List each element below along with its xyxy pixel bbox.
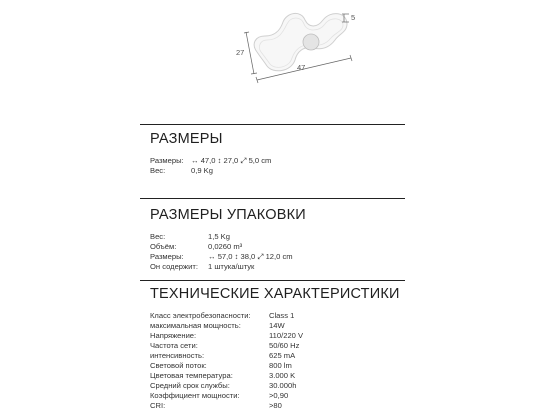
specs-title: ТЕХНИЧЕСКИЕ ХАРАКТЕРИСТИКИ bbox=[150, 286, 400, 302]
row-value: ↔ 57,0 ↕ 38,0 ⤢ 12,0 cm bbox=[208, 252, 293, 261]
row-value: ↔ 47,0 ↕ 27,0 ⤢ 5,0 cm bbox=[191, 156, 272, 165]
row-label: Средний срок службы: bbox=[150, 381, 230, 390]
row-value: 14W bbox=[269, 321, 285, 330]
row-label: интенсивность: bbox=[150, 351, 205, 360]
row-value: >80 bbox=[269, 401, 282, 410]
row-value: 30.000h bbox=[269, 381, 297, 390]
row-value: >0,90 bbox=[269, 391, 289, 400]
lamp-disc bbox=[303, 34, 319, 50]
row-label: Вес: bbox=[150, 232, 166, 241]
row-value: 110/220 V bbox=[269, 331, 304, 340]
row-value: 0,9 Kg bbox=[191, 166, 213, 175]
row-value: Class 1 bbox=[269, 311, 295, 320]
row-value: 800 lm bbox=[269, 361, 292, 370]
height-dimension-label: 27 bbox=[236, 48, 245, 57]
row-value: 0,0260 m³ bbox=[208, 242, 243, 251]
row-label: CRI: bbox=[150, 401, 166, 410]
row-label: Световой поток: bbox=[150, 361, 207, 370]
row-label: максимальная мощность: bbox=[150, 321, 241, 330]
section-divider bbox=[140, 198, 405, 199]
section-divider bbox=[140, 124, 405, 125]
row-label: Размеры: bbox=[150, 252, 184, 261]
packaging-title: РАЗМЕРЫ УПАКОВКИ bbox=[150, 207, 306, 223]
row-value: 3.000 K bbox=[269, 371, 296, 380]
row-label: Коэффициент мощности: bbox=[150, 391, 240, 400]
row-label: Вес: bbox=[150, 166, 166, 175]
product-dimension-diagram bbox=[225, 0, 365, 92]
section-divider bbox=[140, 280, 405, 281]
row-value: 50/60 Hz bbox=[269, 341, 300, 350]
row-label: Объём: bbox=[150, 242, 177, 251]
row-value: 625 mA bbox=[269, 351, 296, 360]
row-value: 1,5 Kg bbox=[208, 232, 230, 241]
row-label: Размеры: bbox=[150, 156, 184, 165]
row-label: Цветовая температура: bbox=[150, 371, 233, 380]
row-label: Класс электробезопасности: bbox=[150, 311, 251, 320]
width-dimension-label: 47 bbox=[297, 63, 306, 72]
row-label: Частота сети: bbox=[150, 341, 198, 350]
row-label: Он содержит: bbox=[150, 262, 198, 271]
sizes-title: РАЗМЕРЫ bbox=[150, 131, 223, 147]
row-label: Напряжение: bbox=[150, 331, 197, 340]
row-value: 1 штука/штук bbox=[208, 262, 255, 271]
depth-dimension-label: 5 bbox=[351, 13, 356, 22]
